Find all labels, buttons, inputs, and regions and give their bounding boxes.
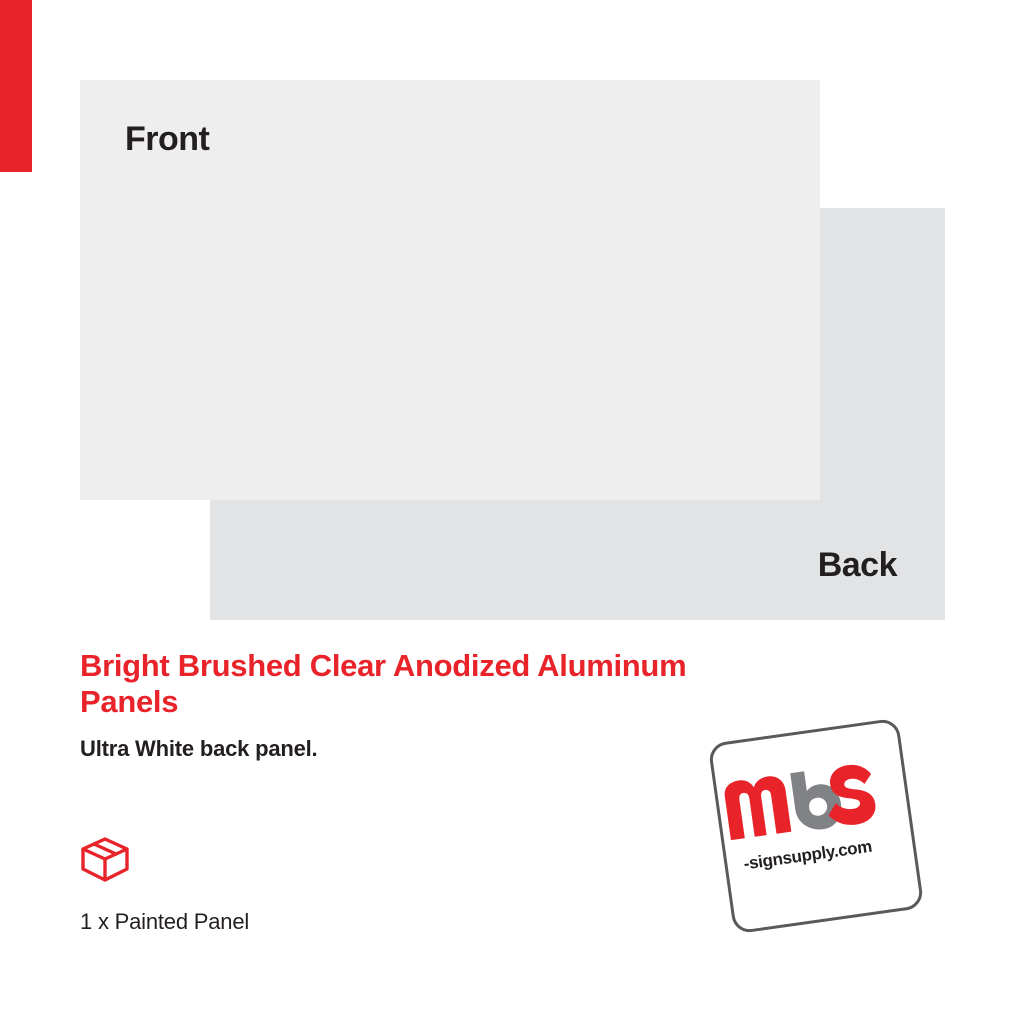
product-subtitle: Ultra White back panel. xyxy=(80,735,318,761)
package-contents-text: 1 x Painted Panel xyxy=(80,909,250,934)
accent-bar xyxy=(0,0,32,172)
package-contents xyxy=(80,836,580,935)
brand-logo xyxy=(706,718,946,958)
back-panel-label: Back xyxy=(817,546,897,584)
logo-inner xyxy=(694,706,911,923)
open-box-icon xyxy=(80,836,580,889)
product-info xyxy=(80,648,700,762)
front-panel-label: Front xyxy=(125,120,210,158)
logo-domain-text: -signsupply.com xyxy=(742,836,874,874)
front-panel xyxy=(80,80,820,500)
product-title: Bright Brushed Clear Anodized Aluminum Panels xyxy=(80,648,687,719)
